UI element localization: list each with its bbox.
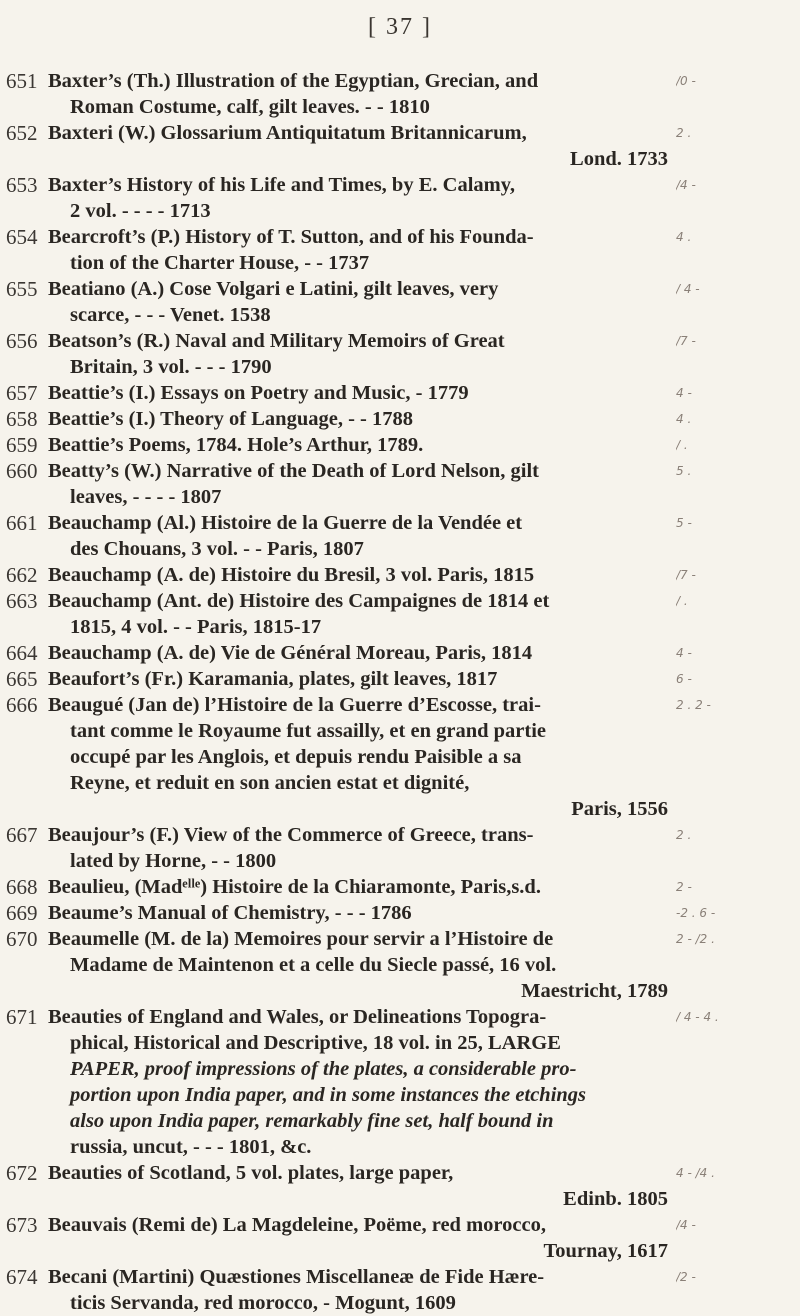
entry-line: Beauties of Scotland, 5 vol. plates, large paper,: [48, 1162, 454, 1184]
entry-number: 664: [6, 641, 38, 665]
catalogue-entry: [0, 328, 800, 380]
entry-number: 653: [6, 173, 38, 197]
entry-text: [48, 666, 668, 692]
handwritten-price: 5 .: [676, 464, 692, 478]
entry-line: Beaugué (Jan de) l’Histoire de la Guerre d’Escosse, trai-: [48, 694, 541, 716]
entry-line: ticis Servanda, red morocco, - Mogunt, 1609: [70, 1292, 456, 1314]
entry-line: Paris, 1556: [571, 798, 668, 820]
entry-line: Beatty’s (W.) Narrative of the Death of Lord Nelson, gilt: [48, 460, 539, 482]
handwritten-price: -2 . 6 -: [676, 906, 716, 920]
catalogue-entry: [0, 640, 800, 666]
entry-number: 658: [6, 407, 38, 431]
entry-line: Britain, 3 vol. - - - 1790: [70, 356, 272, 378]
catalogue-entry: [0, 1264, 800, 1316]
entry-number: 661: [6, 511, 38, 535]
entry-line: Baxter’s History of his Life and Times, by E. Calamy,: [48, 174, 515, 196]
catalogue-entries: [0, 68, 800, 1316]
handwritten-price: 4 -: [676, 646, 692, 660]
catalogue-entry: [0, 432, 800, 458]
entry-line: Baxteri (W.) Glossarium Antiquitatum Britannicarum,: [48, 122, 527, 144]
entry-text: [48, 1004, 668, 1160]
entry-text: [48, 224, 668, 276]
catalogue-entry: [0, 1212, 800, 1264]
entry-line: Bearcroft’s (P.) History of T. Sutton, and of his Founda-: [48, 226, 534, 248]
entry-text: [48, 900, 668, 926]
catalogue-entry: [0, 874, 800, 900]
entry-text: [48, 172, 668, 224]
handwritten-price: 4 - /4 .: [676, 1166, 715, 1180]
handwritten-price: /7 -: [676, 334, 696, 348]
entry-text: [48, 380, 668, 406]
handwritten-price: /2 -: [676, 1270, 696, 1284]
catalogue-entry: [0, 1004, 800, 1160]
entry-line: Beauchamp (Al.) Histoire de la Guerre de la Vendée et: [48, 512, 523, 534]
handwritten-price: /4 -: [676, 1218, 696, 1232]
catalogue-entry: [0, 224, 800, 276]
entry-line: tion of the Charter House, - - 1737: [70, 252, 370, 274]
entry-number: 668: [6, 875, 38, 899]
entry-text: [48, 1212, 668, 1264]
handwritten-price: /4 -: [676, 178, 696, 192]
entry-number: 663: [6, 589, 38, 613]
entry-number: 654: [6, 225, 38, 249]
entry-line: Beatson’s (R.) Naval and Military Memoirs of Great: [48, 330, 505, 352]
entry-line: Edinb. 1805: [563, 1188, 668, 1210]
entry-line: Beauchamp (Ant. de) Histoire des Campaignes de 1814 et: [48, 590, 550, 612]
entry-number: 673: [6, 1213, 38, 1237]
entry-line: Beauvais (Remi de) La Magdeleine, Poëme, red morocco,: [48, 1214, 546, 1236]
handwritten-price: / .: [676, 438, 688, 452]
entry-line: PAPER, proof impressions of the plates, a considerable pro-: [70, 1058, 577, 1080]
page-number: [ 37 ]: [368, 14, 432, 40]
handwritten-price: / 4 - 4 .: [676, 1010, 719, 1024]
entry-number: 669: [6, 901, 38, 925]
entry-text: [48, 432, 668, 458]
entry-number: 651: [6, 69, 38, 93]
entry-number: 666: [6, 693, 38, 717]
handwritten-price: 2 .: [676, 126, 692, 140]
handwritten-price: 6 -: [676, 672, 692, 686]
entry-line: Beaufort’s (Fr.) Karamania, plates, gilt leaves, 1817: [48, 668, 498, 690]
entry-line: 2 vol. - - - - 1713: [70, 200, 211, 222]
handwritten-price: 4 .: [676, 230, 692, 244]
entry-line: lated by Horne, - - 1800: [70, 850, 277, 872]
handwritten-price: 2 - /2 .: [676, 932, 715, 946]
handwritten-price: 4 .: [676, 412, 692, 426]
entry-text: [48, 328, 668, 380]
entry-line: Beaulieu, (Madᵉˡˡᵉ) Histoire de la Chiaramonte, Paris,s.d.: [48, 876, 541, 898]
catalogue-entry: [0, 120, 800, 172]
entry-line: Beauchamp (A. de) Vie de Général Moreau, Paris, 1814: [48, 642, 533, 664]
entry-line: Maestricht, 1789: [521, 980, 668, 1002]
entry-number: 657: [6, 381, 38, 405]
handwritten-price: / .: [676, 594, 688, 608]
entry-text: [48, 692, 668, 822]
entry-line: Reyne, et reduit en son ancien estat et dignité,: [70, 772, 470, 794]
entry-line: portion upon India paper, and in some instances the etchings: [70, 1084, 587, 1106]
catalogue-entry: [0, 1160, 800, 1212]
entry-number: 667: [6, 823, 38, 847]
entry-number: 672: [6, 1161, 38, 1185]
entry-text: [48, 874, 668, 900]
entry-line: Madame de Maintenon et a celle du Siecle passé, 16 vol.: [70, 954, 557, 976]
entry-line: Beatiano (A.) Cose Volgari e Latini, gilt leaves, very: [48, 278, 499, 300]
entry-line: Beattie’s (I.) Essays on Poetry and Music, - 1779: [48, 382, 469, 404]
handwritten-price: 2 .: [676, 828, 692, 842]
entry-line: Beaujour’s (F.) View of the Commerce of Greece, trans-: [48, 824, 534, 846]
entry-line: Beaume’s Manual of Chemistry, - - - 1786: [48, 902, 412, 924]
catalogue-entry: [0, 692, 800, 822]
catalogue-entry: [0, 172, 800, 224]
catalogue-entry: [0, 406, 800, 432]
entry-line: occupé par les Anglois, et depuis rendu Paisible a sa: [70, 746, 522, 768]
entry-text: [48, 276, 668, 328]
entry-text: [48, 1264, 668, 1316]
entry-line: russia, uncut, - - - 1801, &c.: [70, 1136, 312, 1158]
entry-text: [48, 822, 668, 874]
entry-line: Roman Costume, calf, gilt leaves. - - 1810: [70, 96, 430, 118]
handwritten-price: 2 -: [676, 880, 692, 894]
entry-number: 659: [6, 433, 38, 457]
handwritten-price: /7 -: [676, 568, 696, 582]
entry-text: [48, 68, 668, 120]
entry-number: 670: [6, 927, 38, 951]
handwritten-price: / 4 -: [676, 282, 700, 296]
entry-line: Lond. 1733: [570, 148, 668, 170]
entry-text: [48, 588, 668, 640]
entry-line: also upon India paper, remarkably fine set, half bound in: [70, 1110, 554, 1132]
entry-text: [48, 458, 668, 510]
entry-text: [48, 640, 668, 666]
catalogue-entry: [0, 822, 800, 874]
entry-line: Beaumelle (M. de la) Memoires pour servir a l’Histoire de: [48, 928, 554, 950]
catalogue-entry: [0, 380, 800, 406]
entry-line: Becani (Martini) Quæstiones Miscellaneæ de Fide Hære-: [48, 1266, 545, 1288]
entry-line: Baxter’s (Th.) Illustration of the Egyptian, Grecian, and: [48, 70, 539, 92]
entry-text: [48, 406, 668, 432]
handwritten-price: 2 . 2 -: [676, 698, 711, 712]
entry-line: Beattie’s Poems, 1784. Hole’s Arthur, 1789.: [48, 434, 424, 456]
catalogue-entry: [0, 276, 800, 328]
entry-number: 656: [6, 329, 38, 353]
entry-number: 655: [6, 277, 38, 301]
entry-line: Beauchamp (A. de) Histoire du Bresil, 3 vol. Paris, 1815: [48, 564, 535, 586]
entry-line: phical, Historical and Descriptive, 18 vol. in 25, LARGE: [70, 1032, 561, 1054]
entry-number: 674: [6, 1265, 38, 1289]
catalogue-entry: [0, 588, 800, 640]
entry-number: 660: [6, 459, 38, 483]
entry-text: [48, 510, 668, 562]
entry-number: 652: [6, 121, 38, 145]
entry-line: 1815, 4 vol. - - Paris, 1815-17: [70, 616, 322, 638]
catalogue-entry: [0, 900, 800, 926]
catalogue-entry: [0, 562, 800, 588]
entry-line: Beattie’s (I.) Theory of Language, - - 1788: [48, 408, 413, 430]
entry-text: [48, 120, 668, 172]
entry-line: scarce, - - - Venet. 1538: [70, 304, 271, 326]
entry-number: 671: [6, 1005, 38, 1029]
catalogue-entry: [0, 68, 800, 120]
entry-text: [48, 562, 668, 588]
handwritten-price: /0 -: [676, 74, 696, 88]
entry-line: Tournay, 1617: [543, 1240, 668, 1262]
entry-line: tant comme le Royaume fut assailly, et en grand partie: [70, 720, 546, 742]
entry-number: 662: [6, 563, 38, 587]
catalogue-entry: [0, 458, 800, 510]
catalogue-entry: [0, 926, 800, 1004]
entry-line: des Chouans, 3 vol. - - Paris, 1807: [70, 538, 364, 560]
entry-line: Beauties of England and Wales, or Delineations Topogra-: [48, 1006, 547, 1028]
entry-number: 665: [6, 667, 38, 691]
entry-text: [48, 926, 668, 1004]
catalogue-entry: [0, 666, 800, 692]
catalogue-entry: [0, 510, 800, 562]
handwritten-price: 4 -: [676, 386, 692, 400]
entry-line: leaves, - - - - 1807: [70, 486, 222, 508]
handwritten-price: 5 -: [676, 516, 692, 530]
entry-text: [48, 1160, 668, 1212]
